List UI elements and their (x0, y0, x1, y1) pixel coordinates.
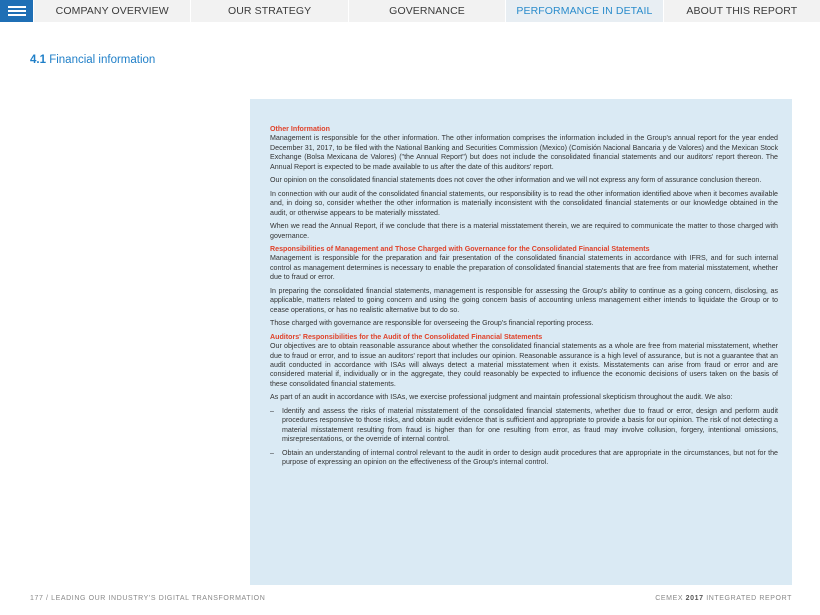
paragraph: In connection with our audit of the consolidated financial statements, our responsibility is to read the other information identified above when it becomes available and, in doing so, consider whether the other information is materially inconsistent with the consolidated financial statements or our knowledge obtained in the audit, or otherwise appears to be materially misstated. (270, 189, 778, 217)
footer-year: 2017 (685, 595, 704, 602)
footer-report-name: INTEGRATED REPORT (706, 595, 792, 602)
paragraph: As part of an audit in accordance with ISAs, we exercise professional judgment and maintain professional skepticism throughout the audit. We also: (270, 393, 733, 402)
footer-left (30, 595, 265, 602)
tab-governance[interactable]: GOVERNANCE (348, 0, 505, 22)
paragraph: When we read the Annual Report, if we conclude that there is a material misstatement therein, we are required to communicate the matter to those charged with governance. (270, 222, 778, 240)
paragraph: Our objectives are to obtain reasonable assurance about whether the consolidated financial statements as a whole are free from material misstatement, whether due to fraud or error, and to issue an auditors' report that includes our opinion. Reasonable assurance is a high level of assurance, but is not a guarantee that an audit conducted in accordance with ISAs will always detect a material misstatement when it exists. Misstatements can arise from fraud or error and are considered material if, individually or in the aggregate, they could reasonably be expected to influence the economic decisions of users taken on the basis of these consolidated financial statements. (270, 342, 778, 388)
paragraph: In preparing the consolidated financial statements, management is responsible for assessing the Group's ability to continue as a going concern, disclosing, as applicable, matters related to going concern and using the going concern basis of accounting unless management either intends to liquidate the Group or to cease operations, or has no realistic alternative but to do so. (270, 286, 778, 314)
bullet-dash: – (270, 406, 274, 415)
footer-chapter: LEADING OUR INDUSTRY'S DIGITAL TRANSFORMATION (51, 595, 266, 602)
footer-brand: CEMEX (655, 595, 684, 602)
list-item (270, 407, 778, 445)
page-number: 177 (30, 595, 44, 602)
bullet-text: Identify and assess the risks of material misstatement of the consolidated financial statements, whether due to fraud or error, design and perform audit procedures responsive to those risks, and obtain audit evidence that is sufficient and appropriate to provide a basis for our opinion. The risk of not detecting a material misstatement resulting from fraud is higher than for one resulting from error, as fraud may involve collusion, forgery, intentional omissions, misrepresentations, or the override of internal control. (282, 406, 778, 444)
paragraph: Management is responsible for the preparation and fair presentation of the consolidated financial statements in accordance with IFRS, and for such internal control as management determines is necessary to enable the preparation of consolidated financial statements that are free from material misstatement, whether due to fraud or error. (270, 254, 778, 282)
paragraph: Those charged with governance are responsible for overseeing the Group's financial reporting process. (270, 319, 594, 328)
tab-performance-in-detail[interactable]: PERFORMANCE IN DETAIL (505, 0, 662, 22)
tab-our-strategy[interactable]: OUR STRATEGY (190, 0, 347, 22)
list-item (270, 449, 778, 468)
tab-about-this-report[interactable]: ABOUT THIS REPORT (663, 0, 820, 22)
footer-separator: / (46, 595, 49, 602)
heading-responsibilities-management: Responsibilities of Management and Those Charged with Governance for the Consolidated Financial Statements (270, 244, 650, 253)
paragraph: Our opinion on the consolidated financial statements does not cover the other information and we will not express any form of assurance conclusion thereon. (270, 176, 762, 185)
hamburger-menu-icon[interactable] (0, 0, 33, 22)
tab-company-overview[interactable]: COMPANY OVERVIEW (33, 0, 190, 22)
section-number: 4.1 (30, 54, 46, 66)
paragraph: Management is responsible for the other information. The other information comprises the information included in the Group's annual report for the year ended December 31, 2017, to be filed with the National Banking and Securities Commission (Mexico) (Comisión Nacional Bancaria y de Valores) and the Mexican Stock Exchange (Bolsa Mexicana de Valores) ("the Annual Report") but does not include the consolidated financial statements and our auditors' report thereon. The Annual Report is expected to be made available to us after the date of this auditors' report. (270, 134, 778, 171)
top-navigation (0, 0, 820, 22)
bullet-dash: – (270, 448, 274, 457)
document-text (270, 125, 778, 472)
heading-other-information: Other Information (270, 125, 330, 133)
footer-right (655, 595, 792, 602)
heading-auditors-responsibilities: Auditors' Responsibilities for the Audit of the Consolidated Financial Statements (270, 332, 543, 341)
section-title (30, 54, 155, 66)
document-panel (250, 99, 792, 585)
bullet-text: Obtain an understanding of internal control relevant to the audit in order to design audit procedures that are appropriate in the circumstances, but not for the purpose of expressing an opinion on the effectiveness of the Group's internal control. (282, 448, 778, 467)
nav-tabs (33, 0, 820, 22)
section-title-text: Financial information (49, 54, 156, 66)
